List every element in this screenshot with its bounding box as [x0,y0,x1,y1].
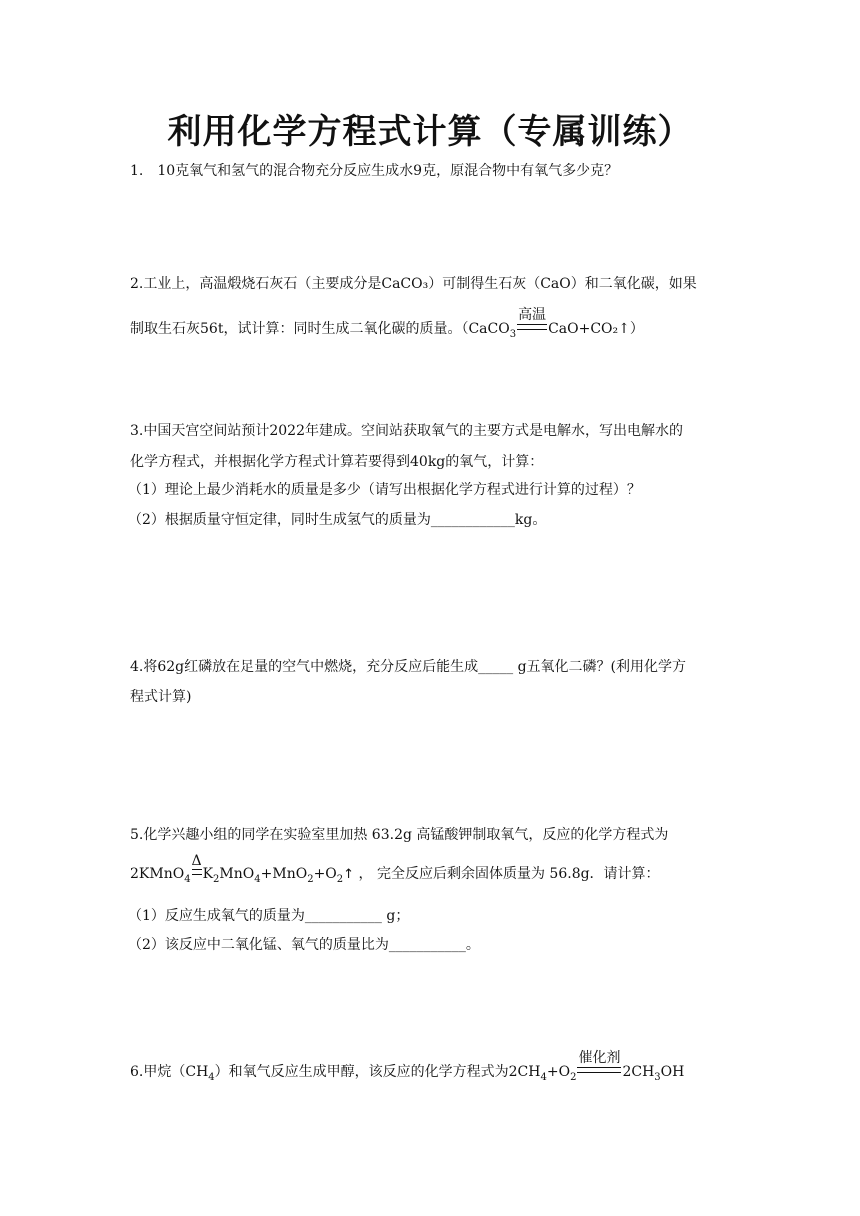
question-2-text: 制取生石灰56t，试计算：同时生成二氧化碳的质量。（CaCO [130,321,510,337]
question-2-line-1: 2.工业上，高温煅烧石灰石（主要成分是CaCO₃）可制得生石灰（CaO）和二氧化碳，如果 [130,276,697,292]
question-5-line-1: 5.化学兴趣小组的同学在实验室里加热 63.2g 高锰酸钾制取氧气，反应的化学方程式为 [130,827,669,843]
question-6-text: ）和氧气反应生成甲醇，该反应的化学方程式为2CH [214,1064,541,1080]
equals-sign [192,869,202,875]
subscript: 2 [336,873,344,885]
equals-sign [577,1067,621,1073]
product: OH [660,1064,685,1080]
subscript: 2 [213,873,220,885]
subscript: 2 [307,873,314,885]
question-2-line-2 [130,306,644,340]
question-2-products: CaO+CO₂↑） [548,321,644,337]
question-5-part-2: （2）该反应中二氧化锰、氧气的质量比为___________。 [128,937,480,953]
question-6 [130,1049,685,1083]
question-4-line-1: 4.将62g红磷放在足量的空气中燃烧，充分反应后能生成_____ g五氧化二磷？(利用化学方 [130,659,687,675]
question-3-part-2: （2）根据质量守恒定律，同时生成氢气的质量为____________kg。 [128,512,547,528]
question-3-part-1: （1）理论上最少消耗水的质量是多少（请写出根据化学方程式进行计算的过程）？ [128,482,641,498]
question-1: 1. 10克氧气和氢气的混合物充分反应生成水9克，原混合物中有氧气多少克？ [130,163,619,179]
condition-label: 催化剂 [578,1049,621,1066]
product: +MnO [260,866,308,882]
subscript: 4 [540,1071,547,1083]
reactant: 2KMnO [130,866,185,882]
subscript: 2 [570,1071,577,1083]
reactant: +O [546,1064,571,1080]
product: K [202,866,214,882]
subscript: 4 [208,1071,215,1083]
reaction-condition [516,306,548,337]
question-6-text: 6.甲烷（CH [130,1064,209,1080]
question-5-part-1: （1）反应生成氧气的质量为___________ g； [128,908,410,924]
subscript: 4 [254,873,261,885]
question-5-equation [130,852,660,885]
gas-arrow: ↑ [343,867,355,882]
product: +O [313,866,337,882]
product: 2CH [622,1064,655,1080]
subscript: 3 [654,1071,661,1083]
subscript: 4 [184,873,191,885]
question-3-line-1: 3.中国天宫空间站预计2022年建成。空间站获取氧气的主要方式是电解水，写出电解水的 [130,423,683,439]
question-5-tail: ， 完全反应后剩余固体质量为 56.8g．请计算： [354,866,660,882]
reaction-condition [191,852,203,882]
equals-sign [517,324,547,330]
subscript: 3 [509,328,517,340]
page-title: 利用化学方程式计算（专属训练） [167,112,693,152]
condition-label: 高温 [518,306,547,323]
reaction-condition [576,1049,622,1080]
question-3-line-2: 化学方程式，并根据化学方程式计算若要得到40kg的氧气，计算： [130,454,544,470]
product: MnO [219,866,255,882]
question-4-line-2: 程式计算) [130,689,192,705]
condition-label: Δ [191,852,202,869]
